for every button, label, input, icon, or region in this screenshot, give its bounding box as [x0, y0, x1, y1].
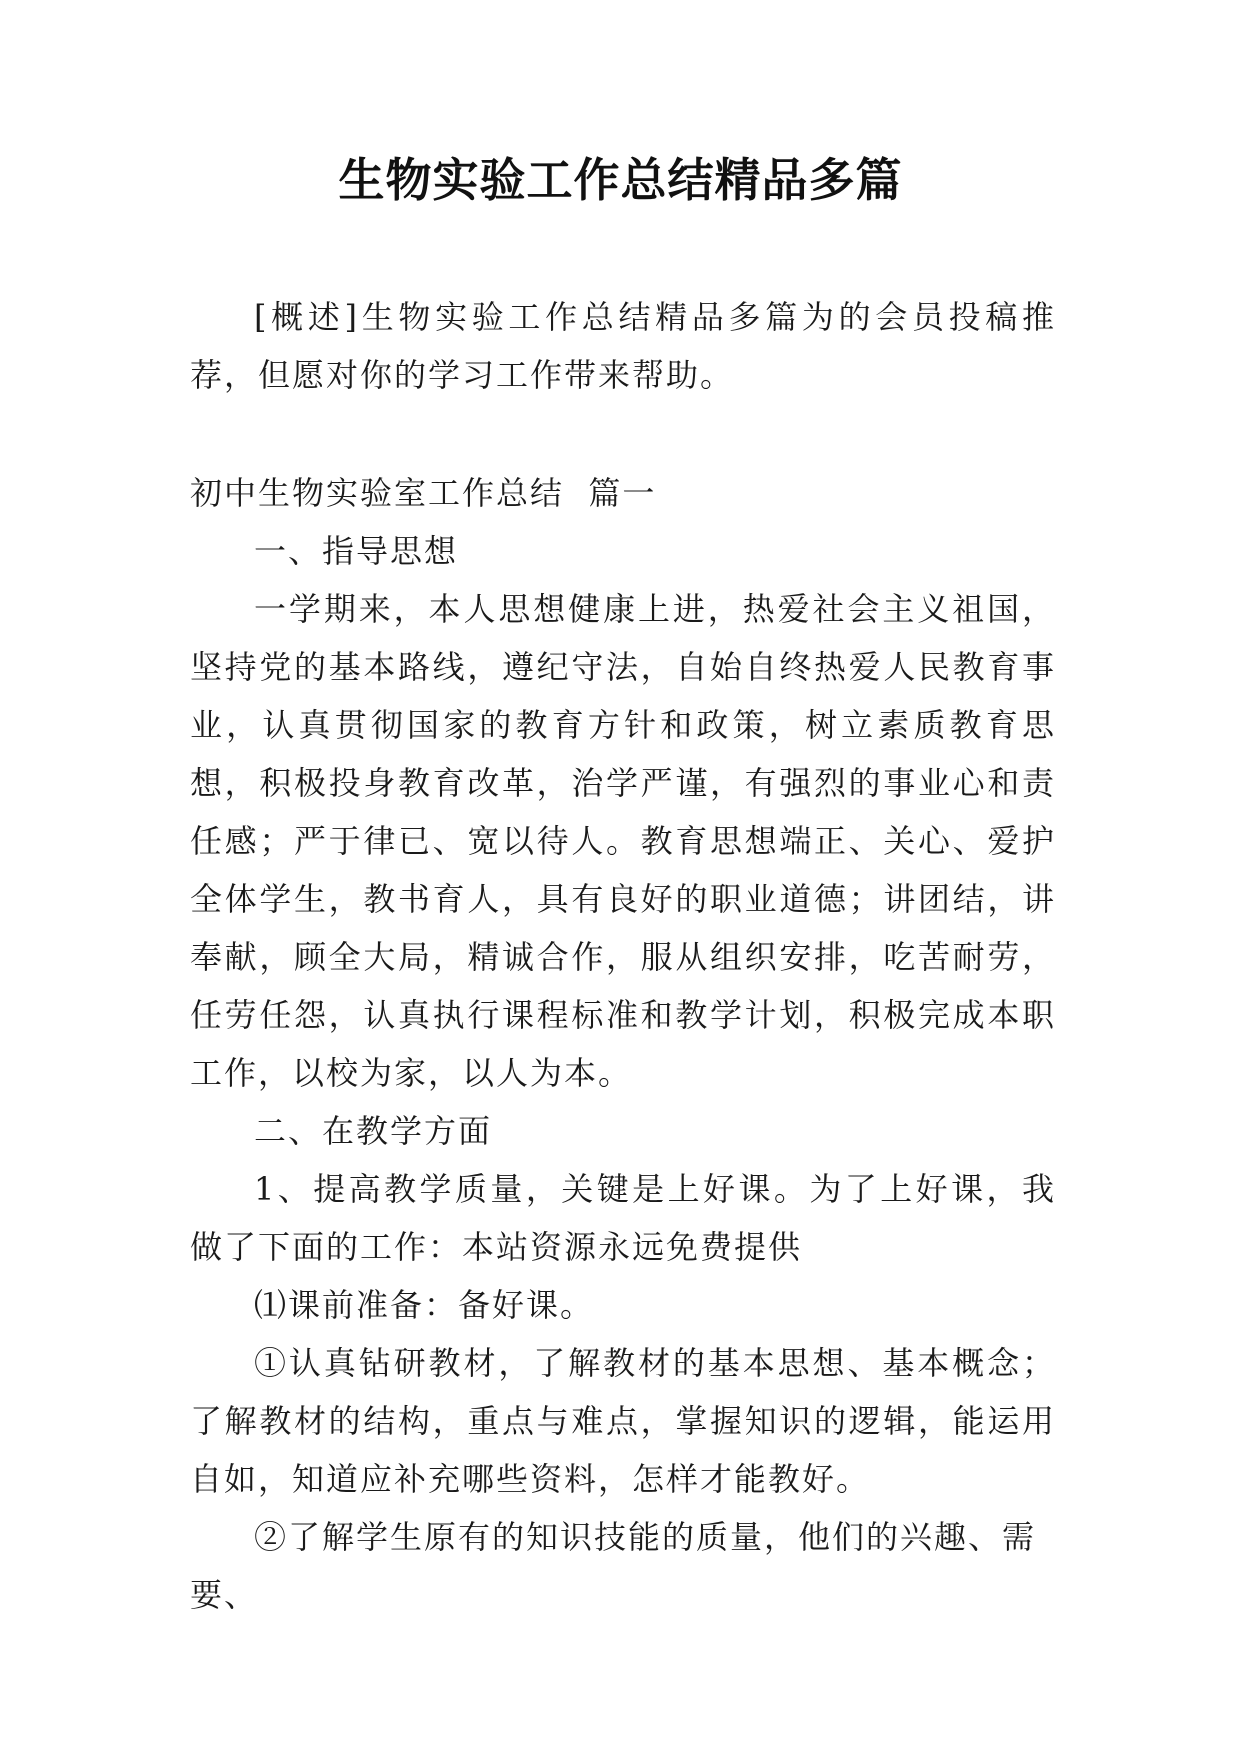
- heading-guiding-ideology: 一、指导思想: [254, 532, 459, 570]
- section-title: 初中生物实验室工作总结 篇一: [190, 474, 657, 512]
- summary-paragraph: [概述]生物实验工作总结精品多篇为的会员投稿推荐，但愿对你的学习工作带来帮助。: [190, 298, 1056, 394]
- main-content: [190, 464, 1056, 1624]
- list-item-study-materials: ①认真钻研教材，了解教材的基本思想、基本概念；了解教材的结构，重点与难点，掌握知识的逻辑，能运用自如，知道应补充哪些资料，怎样才能教好。: [190, 1344, 1056, 1498]
- summary-block: [190, 288, 1056, 404]
- heading-teaching: 二、在教学方面: [254, 1112, 493, 1150]
- paragraph-teaching-quality: 1、提高教学质量，关键是上好课。为了上好课，我做了下面的工作：本站资源永远免费提供: [190, 1170, 1056, 1266]
- list-item-lesson-prep: ⑴课前准备：备好课。: [254, 1286, 595, 1324]
- document-title: 生物实验工作总结精品多篇: [338, 153, 903, 207]
- list-item-understand-students: ②了解学生原有的知识技能的质量，他们的兴趣、需要、: [190, 1518, 1037, 1614]
- paragraph-guiding-ideology: 一学期来，本人思想健康上进，热爱社会主义祖国，坚持党的基本路线，遵纪守法，自始自终热爱人民教育事业，认真贯彻国家的教育方针和政策，树立素质教育思想，积极投身教育改革，治学严谨，有强烈的事业心和责任感；严于律已、宽以待人。教育思想端正、关心、爱护全体学生，教书育人，具有良好的职业道德；讲团结，讲奉献，顾全大局，精诚合作，服从组织安排，吃苦耐劳，任劳任怨，认真执行课程标准和教学计划，积极完成本职工作，以校为家，以人为本。: [190, 590, 1056, 1092]
